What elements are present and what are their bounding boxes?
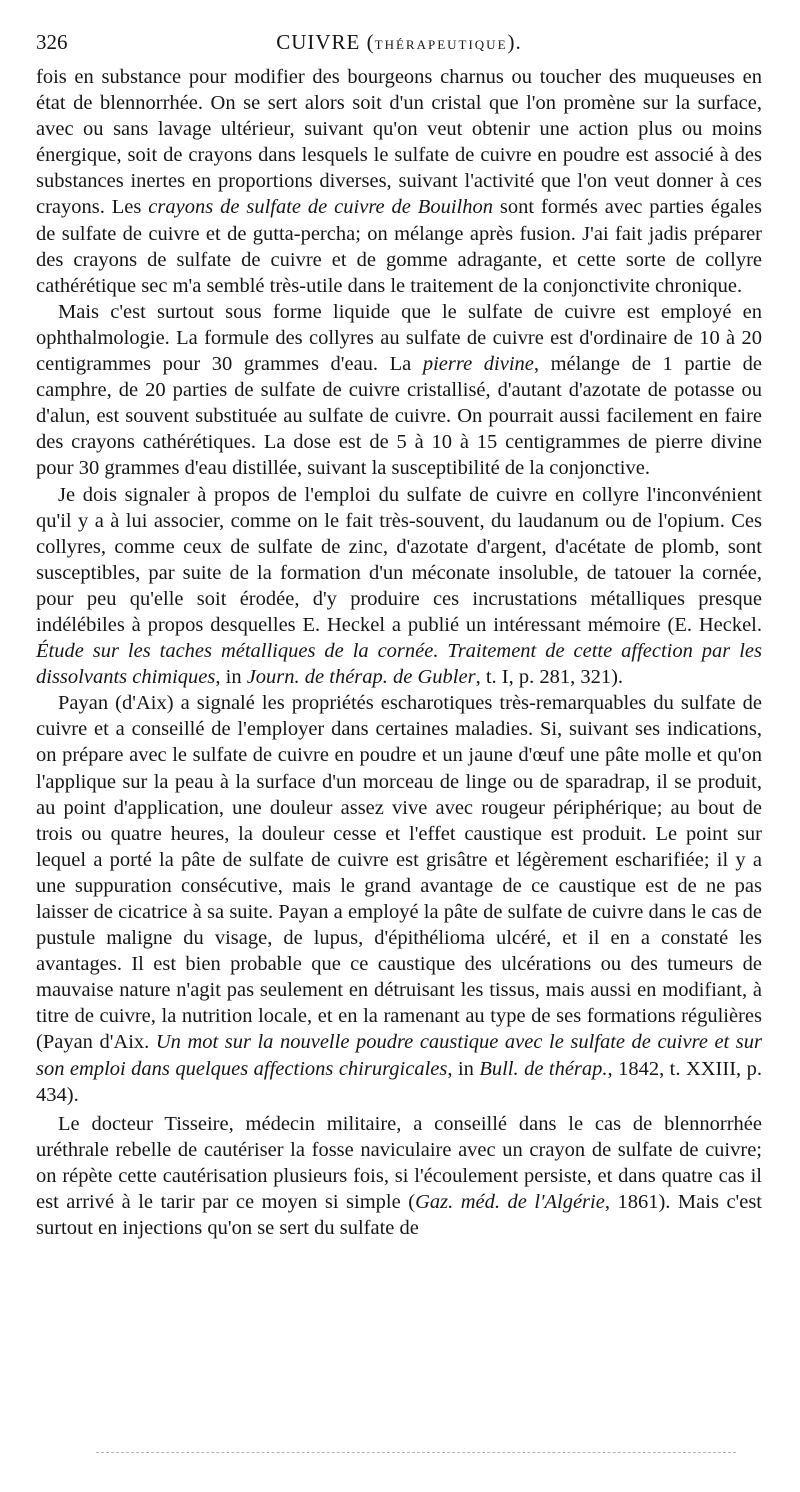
running-title (36, 30, 762, 55)
p5-text-c: , 1861). Mais c'est surtout en injections qu'on se sert du sulfate de (36, 1191, 763, 1240)
p4-text-c: , in (447, 1057, 480, 1080)
p5-italic-b: Gaz. méd. de l'Algérie (415, 1191, 605, 1214)
p4-italic-b: Un mot sur la nouvelle poudre caustique avec le sulfate de cuivre et sur son emploi dans quelques affections chirurgicales (36, 1031, 763, 1080)
paragraph-4 (36, 690, 762, 1108)
paragraph-3 (36, 482, 762, 691)
p1-text-a: fois en substance pour modifier des bourgeons charnus ou toucher des muqueuses en état de blennorrhée. On se sert alors soit d'un cristal que l'on promène sur la surface, avec ou sans lavage ultérieur, suivant qu'on veut obtenir une action plus ou moins énergique, soit de crayons dans lesquels le sulfate de cuivre en poudre est associé à des substances inertes en proportions diverses, suivant l'activité que l'on veut donner à ces crayons. Les (36, 66, 762, 219)
p3-text-e: , t. I, p. 281, 321). (475, 666, 624, 689)
p5-text-a: Le docteur Tisseire, médecin militaire, a conseillé dans le cas de blennorrhée uréthrale rebelle de cautériser la fosse naviculaire avec un crayon de sulfate de cuivre; on répète cette cautérisation plusieurs fois, si l'écoulement persiste, et dans quatre cas il est arrivé à le tarir par ce moyen si simple ( (36, 1112, 762, 1214)
p3-italic-b: Étude sur les taches métalliques de la cornée. Traitement de cette affection par les dissolvants chimiques (36, 640, 762, 689)
paragraph-5 (36, 1111, 762, 1241)
p3-text-a: Je dois signaler à propos de l'emploi du sulfate de cuivre en collyre l'inconvénient qu'il y a à lui associer, comme on le fait très-souvent, du laudanum ou de l'opium. Ces collyres, comme ceux de sulfate de zinc, d'azotate d'argent, d'acétate de plomb, sont susceptibles, par suite de la formation d'un méconate insoluble, de tatouer la cornée, pour peu qu'elle soit érodée, d'y produire ces incrustations métalliques presque indélébiles à propos desquelles E. Heckel a publié un intéressant mémoire (E. Heckel. (36, 483, 762, 636)
p3-italic-d: Journ. de thérap. de Gubler (246, 666, 476, 689)
p2-text-c: , mélange de 1 partie de camphre, de 20 parties de sulfate de cuivre cristallisé, d'autant d'azotate de potasse ou d'alun, est souvent substituée au sulfate de cuivre. On pourrait aussi facilement en faire des crayons cathérétiques. La dose est de 5 à 10 à 15 centigrammes de pierre divine pour 30 grammes d'eau distillée, suivant la susceptibilité de la conjonctive. (36, 353, 762, 480)
paragraph-2 (36, 299, 762, 482)
page-number: 326 (36, 30, 68, 54)
p2-text-a: Mais c'est surtout sous forme liquide que le sulfate de cuivre est employé en ophthalmologie. La formule des collyres au sulfate de cuivre est d'ordinaire de 10 à 20 centigrammes pour 30 grammes d'eau. La (36, 300, 762, 376)
p1-italic-b: crayons de sulfate de cuivre de Bouilhon (148, 196, 493, 219)
p2-italic-b: pierre divine (422, 353, 534, 376)
p3-text-c: , in (215, 666, 247, 689)
footer-rule (96, 1452, 736, 1453)
running-title-close: ). (507, 30, 522, 54)
p4-italic-d: Bull. de thérap. (479, 1057, 608, 1080)
page-header (36, 30, 762, 60)
p4-text-e: , 1842, t. XXIII, p. 434). (36, 1057, 762, 1106)
p4-text-a: Payan (d'Aix) a signalé les propriétés escharotiques très-remarquables du sulfate de cuivre et a conseillé de l'employer dans certaines maladies. Si, suivant ses indications, on prépare avec le sulfate de cuivre en poudre et un jaune d'œuf une pâte molle et qu'on l'applique sur la peau à la surface d'un morceau de linge ou de sparadrap, il se produit, au point d'application, une douleur assez vive avec rougeur périphérique; au bout de trois ou quatre heures, la douleur cesse et l'effet caustique est produit. Le point sur lequel a porté la pâte de sulfate de cuivre est grisâtre et légèrement escharifiée; il y a une suppuration consécutive, mais le grand avantage de ce caustique est de ne pas laisser de cicatrice à sa suite. Payan a employé la pâte de sulfate de cuivre dans le cas de pustule maligne du visage, de lupus, d'épithélioma ulcéré, et il en a constaté les avantages. Il est bien probable que ce caustique des ulcérations ou des tumeurs de mauvaise nature n'agit pas seulement en détruisant les tissus, mais aussi en modifiant, à titre de cuivre, la nutrition locale, et en la ramenant au type de ses formations régulières (Payan d'Aix. (36, 692, 762, 1054)
body-text (36, 64, 762, 1241)
paragraph-1 (36, 64, 762, 299)
running-title-subtitle: THÉRAPEUTIQUE (374, 37, 508, 52)
running-title-main: CUIVRE ( (276, 30, 375, 54)
p1-text-c: sont formés avec parties égales de sulfate de cuivre et de gutta-percha; on mélange après fusion. J'ai fait jadis préparer des crayons de sulfate de cuivre et de gomme adragante, et cette sorte de collyre cathérétique sec m'a semblé très-utile dans le traitement de la conjonctivite chronique. (36, 196, 762, 297)
